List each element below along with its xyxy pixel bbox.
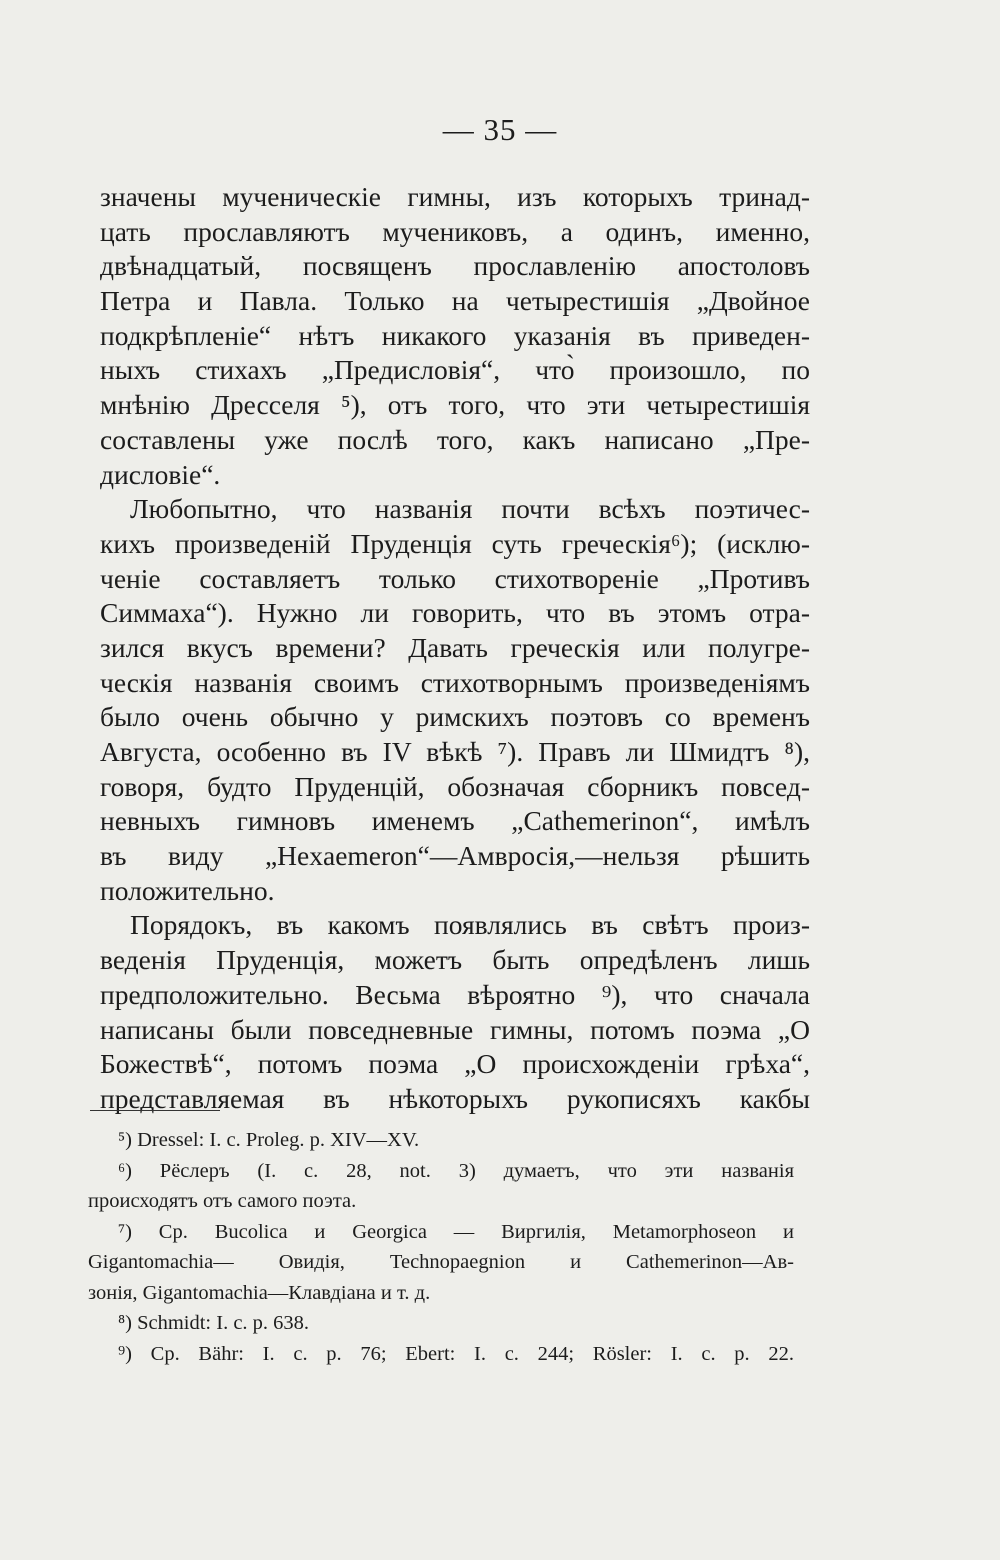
text-line: Петра и Павла. Только на четырестишія „Двойное <box>100 285 810 317</box>
footnote-line: ⁸) Schmidt: I. c. p. 638. <box>118 1312 310 1334</box>
text-line: ныхъ стихахъ „Предисловія“, что̀ произошло, по <box>100 354 810 386</box>
text-line: Симмаха“). Нужно ли говорить, что въ этомъ отра- <box>100 597 810 629</box>
text-line: положительно. <box>100 874 275 906</box>
text-line: Августа, особенно въ IV вѣкѣ ⁷). Правъ ли Шмидтъ ⁸), <box>100 736 810 767</box>
text-line: въ виду „Hexaemeron“—Амвросія,—нельзя рѣшить <box>100 840 810 872</box>
text-line: мнѣнію Дресселя ⁵), отъ того, что эти четырестишія <box>100 389 810 421</box>
text-line: написаны были повседневные гимны, потомъ поэма „О <box>100 1013 810 1045</box>
footnote-line: ⁷) Ср. Bucolica и Georgica — Виргилія, Metamorphoseon и <box>118 1220 794 1243</box>
text-line: веденія Пруденція, можетъ быть опредѣленъ лишь <box>100 944 810 976</box>
text-line: зился вкусъ времени? Давать греческія или полугре- <box>100 631 810 663</box>
text-line: ченіе составляетъ только стихотвореніе „Противъ <box>100 562 810 594</box>
text-line: предположительно. Весьма вѣроятно ⁹), что сначала <box>100 978 810 1010</box>
paragraph-start-line: Любопытно, что названія почти всѣхъ поэтичес- <box>130 493 810 525</box>
footnote-line: Gigantomachia— Овидія, Technopaegnion и Cathemerinon—Ав- <box>88 1251 794 1273</box>
text-line: составлены уже послѣ того, какъ написано „Пре- <box>100 423 810 455</box>
body-text <box>100 180 810 1117</box>
text-line: представляемая въ нѣкоторыхъ рукописяхъ какбы <box>100 1082 810 1114</box>
text-line: ческія названія своимъ стихотворнымъ произведеніямъ <box>100 666 810 698</box>
text-line: кихъ произведеній Пруденція суть греческія⁶); (исклю- <box>100 527 810 559</box>
text-line: двѣнадцатый, посвященъ прославленію апостоловъ <box>100 250 810 282</box>
footnote-line: ⁶) Рёслеръ (I. c. 28, not. 3) думаетъ, что эти названія <box>118 1159 794 1182</box>
footnote-line: ⁹) Ср. Bähr: I. c. p. 76; Ebert: I. c. 244; Rösler: I. c. p. 22. <box>118 1342 794 1365</box>
text-line: Божествѣ“, потомъ поэма „О происхожденіи грѣха“, <box>100 1048 810 1080</box>
text-line: цать прославляютъ мучениковъ, а одинъ, именно, <box>100 215 810 247</box>
text-line: значены мученическіе гимны, изъ которыхъ тринад- <box>100 181 810 212</box>
footnotes <box>88 1125 794 1369</box>
paragraph-start-line: Порядокъ, въ какомъ появлялись въ свѣтъ произ- <box>130 909 810 941</box>
footnote-divider <box>90 1110 220 1111</box>
text-line: подкрѣпленіе“ нѣтъ никакого указанія въ приведен- <box>100 319 810 351</box>
footnote-line: зонія, Gigantomachia—Клавдіана и т. д. <box>88 1281 431 1304</box>
page-number: — 35 — <box>442 112 558 147</box>
footnote-line: происходятъ отъ самого поэта. <box>88 1190 357 1212</box>
text-line: говоря, будто Пруденцій, обозначая сборникъ повсед- <box>100 770 810 802</box>
text-line: невныхъ гимновъ именемъ „Cathemerinon“, имѣлъ <box>100 805 810 837</box>
text-line: дисловіе“. <box>100 458 221 490</box>
footnote-line: ⁵) Dressel: I. c. Proleg. p. XIV—XV. <box>118 1129 420 1151</box>
text-line: было очень обычно у римскихъ поэтовъ со временъ <box>100 701 810 733</box>
